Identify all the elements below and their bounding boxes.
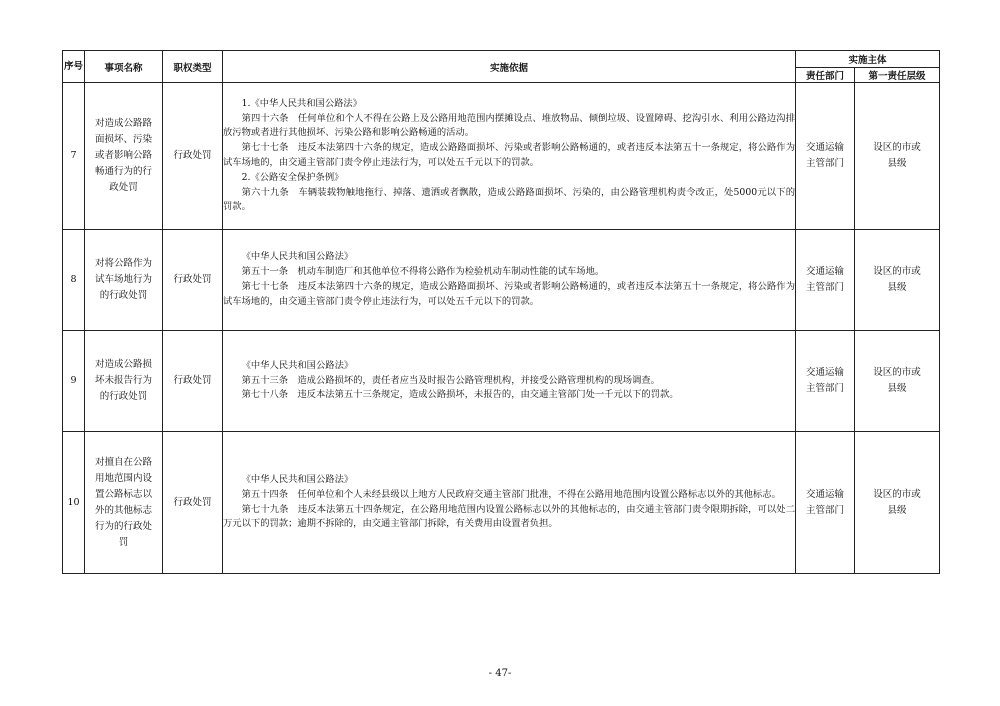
row-no: 7 bbox=[63, 83, 85, 230]
row-type: 行政处罚 bbox=[163, 331, 223, 432]
basis-line: 《中华人民共和国公路法》 bbox=[241, 473, 354, 485]
basis-line: 第五十一条 机动车制造厂和其他单位不得将公路作为检验机动车制动性能的试车场地。 bbox=[241, 266, 605, 278]
header-name: 事项名称 bbox=[85, 51, 163, 83]
row-type: 行政处罚 bbox=[163, 83, 223, 230]
basis-line: 第五十四条 任何单位和个人未经县级以上地方人民政府交通主管部门批准，不得在公路用地范围内设置公路标志以外的其他标志。 bbox=[241, 488, 781, 500]
header-type: 职权类型 bbox=[163, 51, 223, 83]
row-level: 设区的市或县级 bbox=[855, 331, 940, 432]
basis-line: 第七十八条 违反本法第五十三条规定，造成公路损坏，未报告的，由交通主管部门处一千元以下的罚款。 bbox=[241, 389, 679, 401]
basis-line: 第四十六条 任何单位和个人不得在公路上及公路用地范围内摆摊设点、堆放物品、倾倒垃圾、设置障碍、挖沟引水、利用公路边沟排放污物或者进行其他损坏、污染公路和影响公路畅通的活动。 bbox=[223, 112, 795, 139]
row-dept: 交通运输主管部门 bbox=[796, 331, 855, 432]
header-no: 序号 bbox=[63, 51, 85, 83]
header-basis: 实施依据 bbox=[223, 51, 796, 83]
row-dept: 交通运输主管部门 bbox=[796, 230, 855, 331]
row-name: 对造成公路路面损坏、污染或者影响公路畅通行为的行政处罚 bbox=[85, 83, 163, 230]
basis-line: 第七十九条 违反本法第五十四条规定，在公路用地范围内设置公路标志以外的其他标志的，由交通主管部门责令限期拆除，可以处二万元以下的罚款；逾期不拆除的，由交通主管部门拆除，有关费用由设置者负担。 bbox=[223, 503, 795, 530]
row-basis bbox=[223, 331, 796, 432]
row-no: 10 bbox=[63, 432, 85, 574]
row-type: 行政处罚 bbox=[163, 230, 223, 331]
row-no: 8 bbox=[63, 230, 85, 331]
table-row bbox=[63, 83, 940, 230]
basis-line: 《中华人民共和国公路法》 bbox=[241, 251, 354, 263]
row-dept: 交通运输主管部门 bbox=[796, 432, 855, 574]
row-name: 对将公路作为试车场地行为的行政处罚 bbox=[85, 230, 163, 331]
basis-line: 第六十九条 车辆装载物触地拖行、掉落、遗洒或者飘散，造成公路路面损坏、污染的，由公路管理机构责令改正，处5000元以下的罚款。 bbox=[223, 186, 795, 213]
enforcement-table bbox=[62, 50, 940, 574]
basis-line: 2.《公路安全保护条例》 bbox=[241, 171, 344, 183]
row-basis bbox=[223, 83, 796, 230]
basis-line: 第七十七条 违反本法第四十六条的规定，造成公路路面损坏、污染或者影响公路畅通的，或者违反本法第五十一条规定，将公路作为试车场地的，由交通主管部门责令停止违法行为，可以处五千元以下的罚款。 bbox=[223, 142, 795, 168]
header-dept: 责任部门 bbox=[796, 68, 855, 83]
basis-line: 《中华人民共和国公路法》 bbox=[241, 359, 354, 371]
basis-line: 第五十三条 造成公路损坏的，责任者应当及时报告公路管理机构，并接受公路管理机构的现场调查。 bbox=[241, 374, 660, 386]
table-row bbox=[63, 432, 940, 574]
table-row bbox=[63, 230, 940, 331]
row-dept: 交通运输主管部门 bbox=[796, 83, 855, 230]
row-no: 9 bbox=[63, 331, 85, 432]
row-type: 行政处罚 bbox=[163, 432, 223, 574]
basis-line: 1.《中华人民共和国公路法》 bbox=[241, 97, 363, 109]
header-level: 第一责任层级 bbox=[855, 68, 940, 83]
page-number: - 47- bbox=[488, 668, 512, 679]
row-level: 设区的市或县级 bbox=[855, 432, 940, 574]
row-level: 设区的市或县级 bbox=[855, 230, 940, 331]
row-name: 对擅自在公路用地范围内设置公路标志以外的其他标志行为的行政处罚 bbox=[85, 432, 163, 574]
basis-line: 第七十七条 违反本法第四十六条的规定，造成公路路面损坏、污染或者影响公路畅通的，或者违反本法第五十一条规定，将公路作为试车场地的，由交通主管部门责令停止违法行为，可以处五千元以下的罚款。 bbox=[223, 281, 795, 307]
row-basis bbox=[223, 432, 796, 574]
row-name: 对造成公路损坏未报告行为的行政处罚 bbox=[85, 331, 163, 432]
row-level: 设区的市或县级 bbox=[855, 83, 940, 230]
table-row bbox=[63, 331, 940, 432]
header-subject: 实施主体 bbox=[796, 51, 940, 68]
row-basis bbox=[223, 230, 796, 331]
